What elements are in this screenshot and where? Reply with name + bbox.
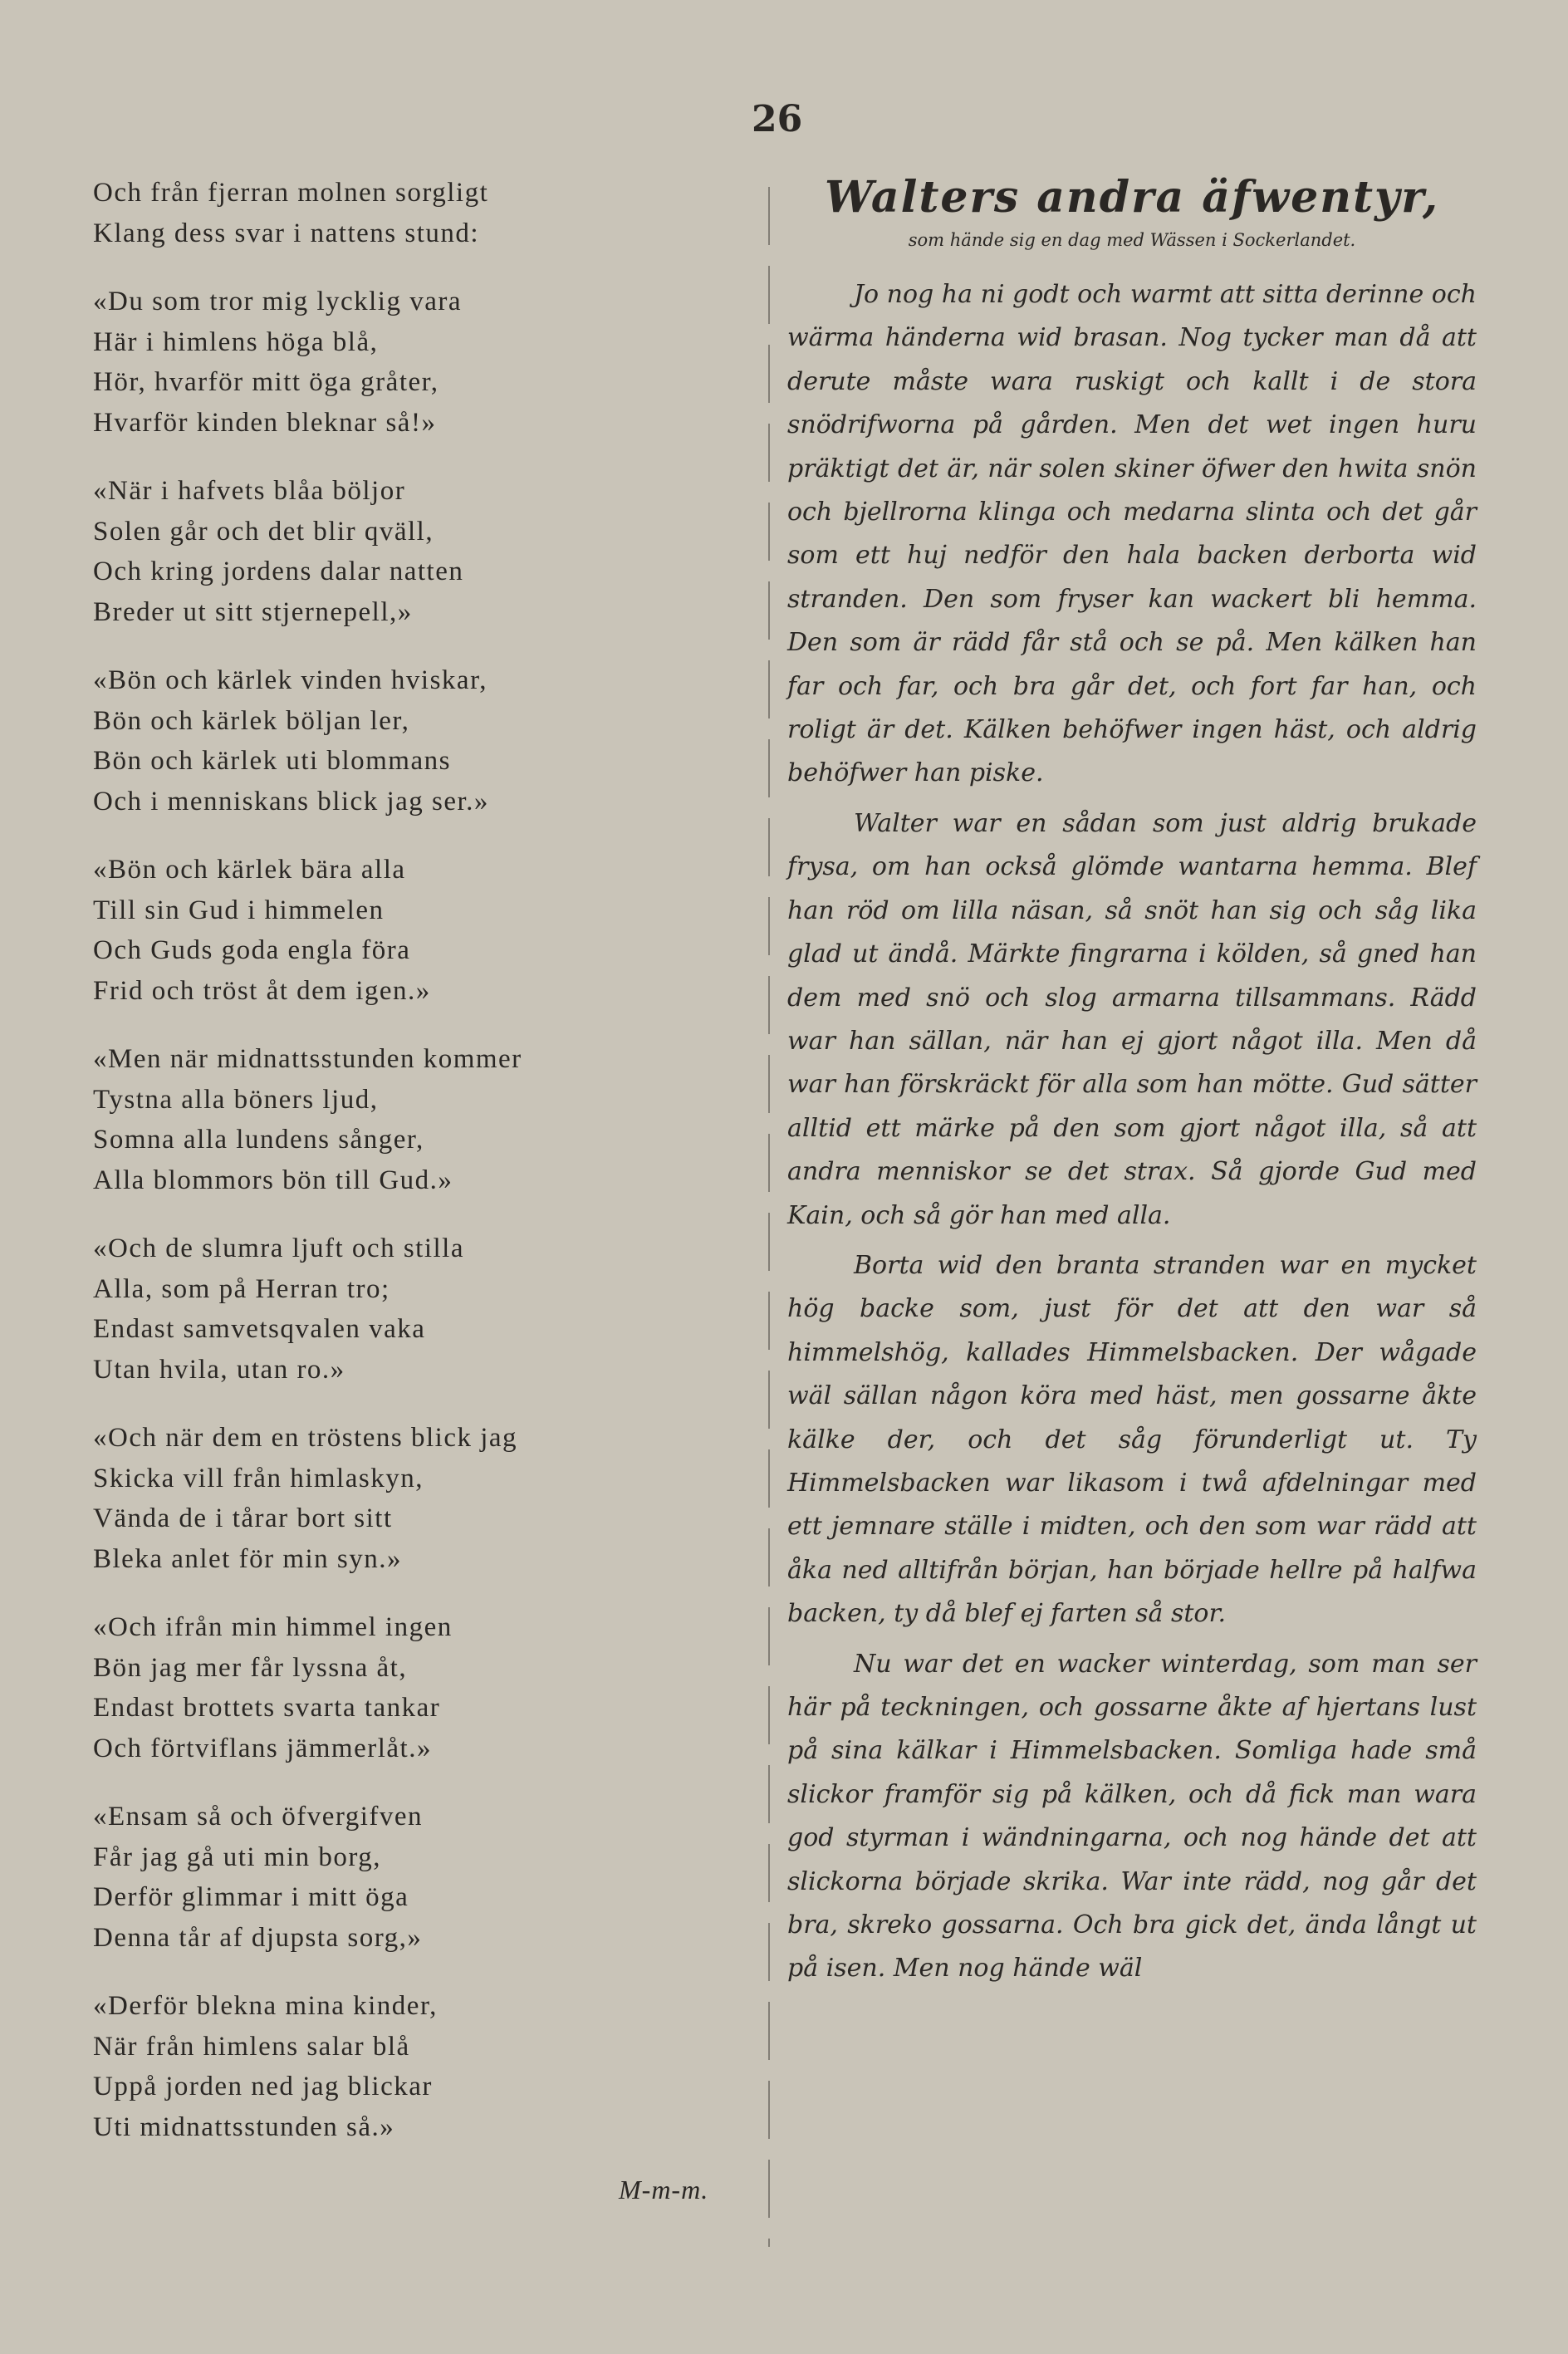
poem-stanza bbox=[93, 1607, 674, 1768]
poem-stanza bbox=[93, 282, 674, 443]
poem-line: Vända de i tårar bort sitt bbox=[93, 1503, 393, 1533]
poem-stanza bbox=[93, 1228, 674, 1390]
poem-line: Breder ut sitt stjernepell,» bbox=[93, 596, 413, 627]
poem-line: Och förtviflans jämmerlåt.» bbox=[93, 1733, 432, 1763]
poem-line: Utan hvila, utan ro.» bbox=[93, 1354, 345, 1385]
poem-line: «Bön och kärlek vinden hviskar, bbox=[93, 665, 488, 695]
story-paragraph: Jo nog ha ni godt och warmt att sitta derinne och wärma händerna wid brasan. Nog tycker man då att derute måste wara ruskigt och kallt i de stora snödrifworna på gården. Men det wet ingen huru präktigt det är, när solen skiner öfwer den hwita snön och bjellrorna klinga och medarna slinta och det går som ett huj nedför den hala backen derborta wid stranden. Den som fryser kan wackert bli hemma. Den som är rädd får stå och se på. Men kälken han far och far, och bra går det, och fort far han, och roligt är det. Kälken behöfwer ingen häst, och aldrig behöfwer han piske. bbox=[787, 280, 1477, 788]
poem-line: «Bön och kärlek bära alla bbox=[93, 855, 406, 885]
poem-line: Uppå jorden ned jag blickar bbox=[93, 2072, 433, 2101]
poem-line: Uti midnattsstunden så.» bbox=[93, 2111, 395, 2142]
poem bbox=[93, 173, 674, 2175]
story-paragraph: Nu war det en wacker winterdag, som man ser här på teckningen, och gossarne åkte af hjertans lust på sina kälkar i Himmelsbacken. Somliga hade små slickor framför sig på kälken, och då fick man wara god styrman i wändningarna, och nog hände det att slickorna började skrika. War inte rädd, nog går det bra, skreko gossarna. Och bra gick det, ända långt ut på isen. Men nog hände wäl bbox=[787, 1649, 1477, 1984]
poem-line: «Ensam så och öfvergifven bbox=[93, 1802, 424, 1832]
poem-line: Tystna alla böners ljud, bbox=[93, 1084, 379, 1115]
poem-line: «Och när dem en tröstens blick jag bbox=[93, 1423, 518, 1453]
poem-stanza bbox=[93, 1039, 674, 1200]
poem-line: Hvarför kinden bleknar så!» bbox=[93, 407, 437, 438]
poem-line: Får jag gå uti min borg, bbox=[93, 1842, 382, 1872]
poem-stanza bbox=[93, 1418, 674, 1579]
poem-stanza bbox=[93, 471, 674, 632]
poem-line: Alla blommors bön till Gud.» bbox=[93, 1165, 453, 1195]
poem-line: Derför glimmar i mitt öga bbox=[93, 1882, 409, 1912]
poem-line: Och i menniskans blick jag ser.» bbox=[93, 786, 489, 817]
story bbox=[787, 170, 1477, 1998]
poem-line: Och från fjerran molnen sorgligt bbox=[93, 178, 489, 208]
poem-line: Till sin Gud i himmelen bbox=[93, 895, 385, 925]
poem-line: «Och de slumra ljuft och stilla bbox=[93, 1233, 464, 1263]
poem-signature: M-m-m. bbox=[619, 2175, 709, 2204]
story-subtitle: som hände sig en dag med Wässen i Sockerlandet. bbox=[908, 230, 1356, 250]
poem-line: Solen går och det blir qväll, bbox=[93, 516, 434, 547]
poem-line: Bön och kärlek uti blommans bbox=[93, 746, 451, 776]
story-paragraph: Borta wid den branta stranden war en mycket hög backe som, just för det att den war så himmelshög, kallades Himmelsbacken. Der wågade wäl sällan någon köra med häst, men gossarne åkte kälke der, och det såg förunderligt ut. Ty Himmelsbacken war likasom i twå afdelningar med ett jemnare ställe i midten, och den som war rädd att åka ned alltifrån början, han började hellre på halfwa backen, ty då blef ej farten så stor. bbox=[787, 1250, 1477, 1629]
poem-line: Bleka anlet för min syn.» bbox=[93, 1543, 403, 1574]
story-paragraph: Walter war en sådan som just aldrig brukade frysa, om han också glömde wantarna hemma. Blef han röd om lilla näsan, så snöt han sig och såg lika glad ut ändå. Märkte fingrarna i kölden, så gned han dem med snö och slog armarna tillsammans. Rädd war han sällan, när han ej gjort något illa. Men då war han förskräckt för alla som han mötte. Gud sätter alltid ett märke på den som gjort något illa, så att andra menniskor se det strax. Så gjorde Gud med Kain, och så gör han med alla. bbox=[787, 808, 1477, 1230]
poem-line: Alla, som på Herran tro; bbox=[93, 1273, 390, 1304]
poem-line: Skicka vill från himlaskyn, bbox=[93, 1463, 424, 1493]
poem-line: Bön jag mer får lyssna åt, bbox=[93, 1652, 408, 1683]
poem-line: Denna tår af djupsta sorg,» bbox=[93, 1922, 423, 1953]
poem-line: Och Guds goda engla föra bbox=[93, 935, 411, 965]
poem-line: Endast samvetsqvalen vaka bbox=[93, 1314, 426, 1344]
poem-line: Här i himlens höga blå, bbox=[93, 326, 379, 357]
column-divider bbox=[768, 187, 770, 2247]
poem-stanza bbox=[93, 1797, 674, 1958]
poem-line: Endast brottets svarta tankar bbox=[93, 1693, 441, 1723]
poem-line: «När i hafvets blåa böljor bbox=[93, 476, 406, 506]
page-number: 26 bbox=[752, 98, 803, 140]
poem-stanza bbox=[93, 1986, 674, 2147]
poem-line: «Och ifrån min himmel ingen bbox=[93, 1612, 453, 1642]
poem-line: «Derför bleknа mina kinder, bbox=[93, 1991, 438, 2021]
poem-stanza bbox=[93, 850, 674, 1011]
poem-line: Frid och tröst åt dem igen.» bbox=[93, 975, 431, 1006]
poem-line: «Du som tror mig lycklig vara bbox=[93, 287, 463, 316]
poem-line: Hör, hvarför mitt öga gråter, bbox=[93, 367, 439, 397]
poem-line: Somna alla lundens sånger, bbox=[93, 1125, 424, 1155]
poem-stanza bbox=[93, 173, 674, 253]
poem-line: Och kring jordens dalar natten bbox=[93, 557, 464, 586]
poem-line: Bön och kärlek böljan ler, bbox=[93, 705, 410, 736]
poem-line: Klang dess svar i nattens stund: bbox=[93, 218, 480, 248]
poem-stanza bbox=[93, 660, 674, 821]
story-title: Walters andra äfwentyr, bbox=[825, 172, 1439, 223]
poem-line: När från himlens salar blå bbox=[93, 2031, 410, 2062]
poem-line: «Men när midnattsstunden kommer bbox=[93, 1044, 522, 1074]
